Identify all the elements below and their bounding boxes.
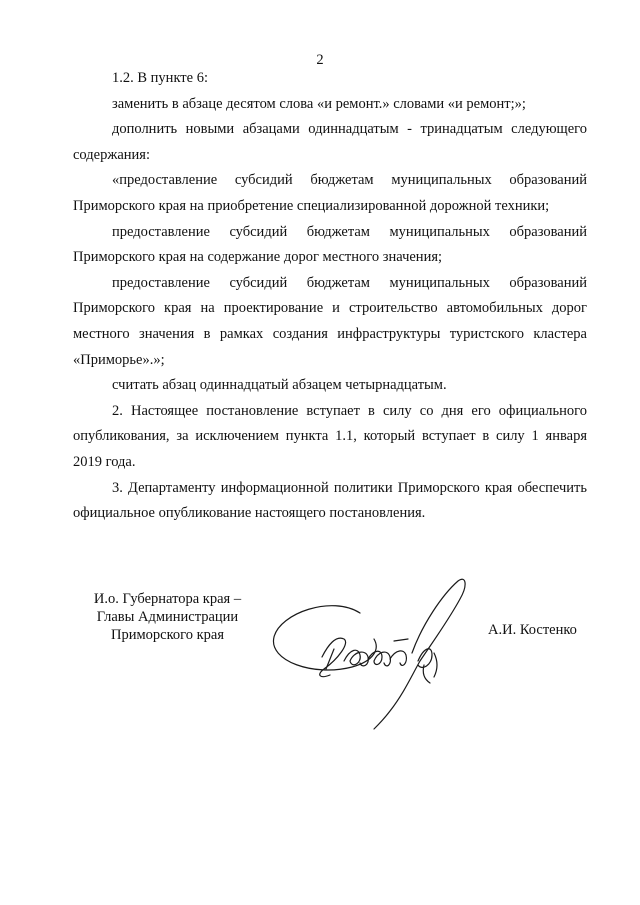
paragraph-effective-date: 2. Настоящее постановление вступает в силу со дня его официального опубликования, за исключением пункта 1.1, который вступает в силу 1 января 2019 года. bbox=[73, 402, 587, 470]
signatory-position-line: Главы Администрации bbox=[96, 609, 239, 625]
signatory-position-line: И.о. Губернатора края – bbox=[93, 591, 242, 607]
paragraph-subsidy-maintenance: предоставление субсидий бюджетам муниципальных образований Приморского края на содержание дорог местного значения; bbox=[73, 223, 587, 266]
paragraph-add-new: дополнить новыми абзацами одиннадцатым - тринадцатым следующего содержания: bbox=[73, 121, 587, 163]
paragraph-item-1-2: 1.2. В пункте 6: bbox=[112, 70, 208, 86]
paragraph-replace-words: заменить в абзаце десятом слова «и ремонт.» словами «и ремонт;»; bbox=[112, 95, 526, 112]
handwritten-signature bbox=[262, 565, 492, 735]
signatory-position bbox=[60, 590, 275, 644]
paragraph-publication: 3. Департаменту информационной политики Приморского края обеспечить официальное опубликование настоящего постановления. bbox=[73, 479, 587, 522]
document-body bbox=[73, 66, 587, 527]
paragraph-renumber: считать абзац одиннадцатый абзацем четырнадцатым. bbox=[112, 377, 447, 394]
page-number: 2 bbox=[316, 52, 324, 68]
paragraph-subsidy-construction: предоставление субсидий бюджетам муниципальных образований Приморского края на проектирование и строительство автомобильных дорог местного значения в рамках создания инфраструктуры туристского кластера «Приморье».»; bbox=[73, 274, 587, 368]
signer-name: А.И. Костенко bbox=[488, 622, 577, 638]
signatory-position-line: Приморского края bbox=[110, 627, 224, 643]
paragraph-subsidy-equipment: «предоставление субсидий бюджетам муниципальных образований Приморского края на приобретение специализированной дорожной техники; bbox=[73, 172, 587, 214]
